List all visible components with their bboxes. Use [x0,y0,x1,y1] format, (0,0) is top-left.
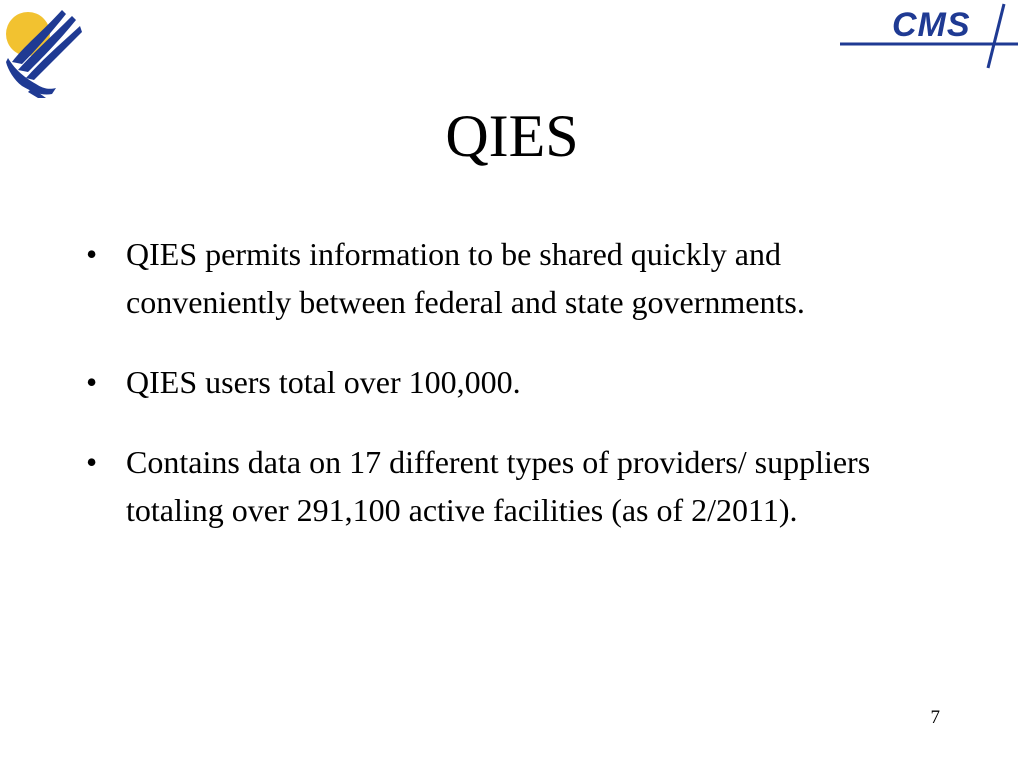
page-number: 7 [930,707,940,728]
bullet-text: QIES permits information to be shared quickly and conveniently between federal and state governments. [126,236,805,320]
bullet-text: QIES users total over 100,000. [126,364,521,400]
bullet-item [84,438,914,534]
bullet-text: Contains data on 17 different types of providers/ suppliers totaling over 291,100 active facilities (as of 2/2011). [126,444,871,528]
hhs-eagle-logo [2,2,84,100]
bullet-item [84,230,914,326]
bullet-list [84,230,914,534]
bullet-marker: • [86,364,98,400]
bullet-marker: • [86,444,98,480]
cms-logo-slash [988,4,1004,68]
slide-title: QIES [445,103,579,169]
bullet-item [84,358,914,406]
bullet-marker: • [86,236,98,272]
cms-logo-text: CMS [892,6,971,44]
